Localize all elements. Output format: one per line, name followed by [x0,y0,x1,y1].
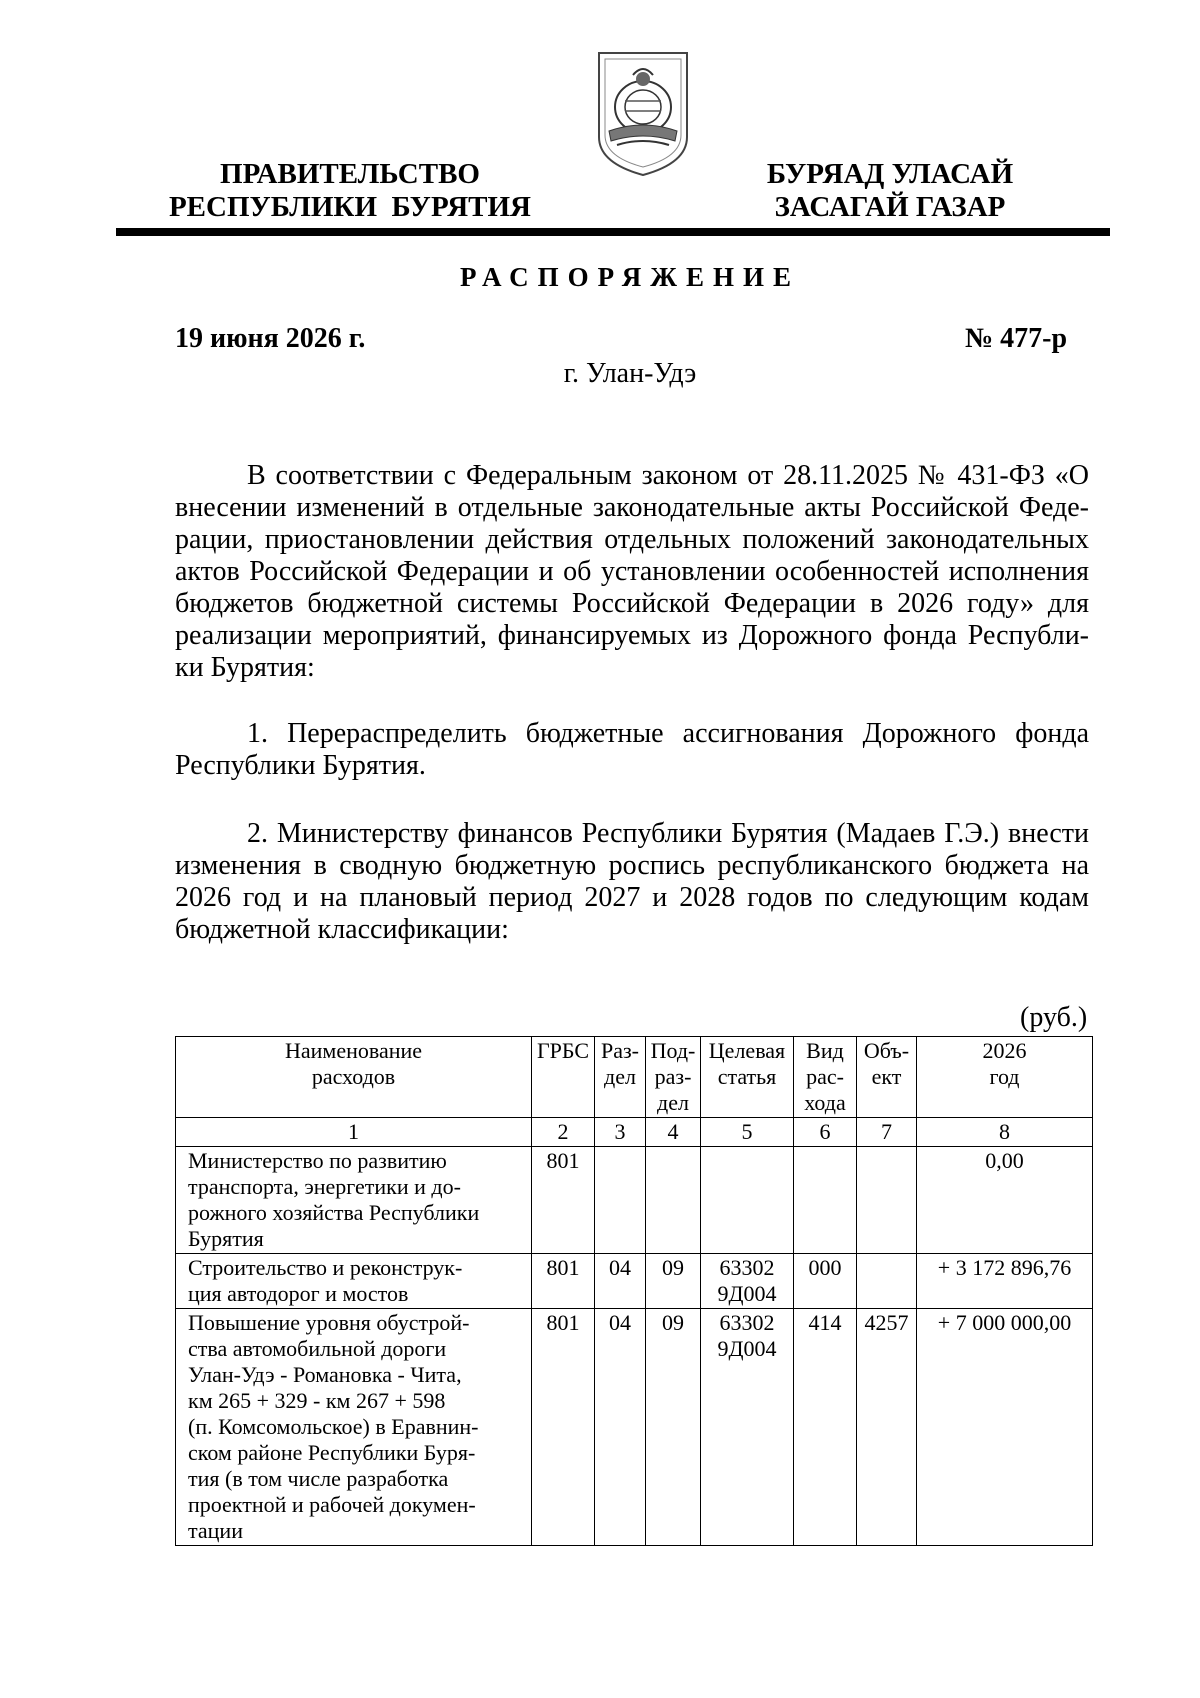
col-number: 6 [794,1118,857,1147]
row-vid [794,1147,857,1254]
paragraph-line: актов Российской Федерации и об установлении особенностей исполнения [175,556,1089,587]
table-row [176,1309,1093,1546]
header-left-line2: РЕСПУБЛИКИ БУРЯТИЯ [168,191,532,223]
row-razdel [595,1147,646,1254]
row-statya: 63302 9Д004 [701,1254,794,1309]
paragraph-item-1 [175,718,1089,782]
header-divider [116,228,1110,236]
coat-of-arms-emblem [595,45,691,177]
col-number: 4 [646,1118,701,1147]
table-header-row [176,1037,1093,1118]
paragraph-line: 2. Министерству финансов Республики Бурятия (Мадаев Г.Э.) внести [247,818,1089,849]
header-cell-obekt: Объ- ект [857,1037,917,1118]
row-grbs: 801 [532,1147,595,1254]
header-cell-vid: Вид рас- хода [794,1037,857,1118]
row-name: Повышение уровня обустрой- ства автомобильной дороги Улан-Удэ - Романовка - Чита, км 265 + 329 - км 267 + 598 (п. Комсомольское) в Еравнин- ском районе Республики Буря- тия (в том числе разработка проектной и рабочей докумен- тации [176,1309,532,1546]
header-cell-name: Наименование расходов [176,1037,532,1118]
header-left [160,158,540,224]
header-left-line1: ПРАВИТЕЛЬСТВО [220,158,480,190]
row-obekt [857,1147,917,1254]
header-cell-podrazdel: Под- раз- дел [646,1037,701,1118]
paragraph-line: внесении изменений в отдельные законодательные акты Российской Феде- [175,492,1089,523]
row-vid: 414 [794,1309,857,1546]
row-podrazdel [646,1147,701,1254]
header-cell-year: 2026 год [917,1037,1093,1118]
col-number: 7 [857,1118,917,1147]
header-cell-grbs: ГРБС [532,1037,595,1118]
col-number: 5 [701,1118,794,1147]
paragraph-line: В соответствии с Федеральным законом от 28.11.2025 № 431-ФЗ «О [247,460,1089,491]
paragraph-line: бюджетной классификации: [175,914,509,945]
header-cell-statya: Целевая статья [701,1037,794,1118]
paragraph-line: ки Бурятия: [175,652,315,683]
col-number: 2 [532,1118,595,1147]
document-date: 19 июня 2026 г. [175,323,366,354]
row-name: Министерство по развитию транспорта, энергетики и до- рожного хозяйства Республики Бурятия [176,1147,532,1254]
row-statya [701,1147,794,1254]
row-amount: 0,00 [917,1147,1093,1254]
header-right-line1: БУРЯАД УЛАСАЙ [766,158,1014,190]
header-right-line2: ЗАСАГАЙ ГАЗАР [774,191,1006,223]
header-cell-razdel: Раз- дел [595,1037,646,1118]
budget-table [175,1036,1093,1546]
row-obekt: 4257 [857,1309,917,1546]
row-razdel: 04 [595,1254,646,1309]
table-column-number-row [176,1118,1093,1147]
currency-unit-label: (руб.) [1020,1002,1088,1033]
header-right [760,158,1020,224]
paragraph-line: 1. Перераспределить бюджетные ассигнования Дорожного фонда [247,718,1089,749]
row-razdel: 04 [595,1309,646,1546]
paragraph-line: бюджетов бюджетной системы Российской Федерации в 2026 году» для [175,588,1089,619]
row-amount: + 7 000 000,00 [917,1309,1093,1546]
table-row [176,1147,1093,1254]
table-row [176,1254,1093,1309]
col-number: 8 [917,1118,1093,1147]
row-name: Строительство и реконструк- ция автодорог и мостов [176,1254,532,1309]
paragraph-line: реализации мероприятий, финансируемых из Дорожного фонда Республи- [175,620,1089,651]
row-statya: 63302 9Д004 [701,1309,794,1546]
paragraph-item-2 [175,818,1089,946]
col-number: 1 [176,1118,532,1147]
document-number: № 477-р [965,323,1068,354]
row-obekt [857,1254,917,1309]
paragraph-preamble [175,460,1089,684]
row-grbs: 801 [532,1254,595,1309]
col-number: 3 [595,1118,646,1147]
paragraph-line: изменения в сводную бюджетную роспись республиканского бюджета на [175,850,1089,881]
row-amount: + 3 172 896,76 [917,1254,1093,1309]
row-podrazdel: 09 [646,1309,701,1546]
row-grbs: 801 [532,1309,595,1546]
row-podrazdel: 09 [646,1254,701,1309]
document-title: РАСПОРЯЖЕНИЕ [459,262,801,292]
paragraph-line: 2026 год и на плановый период 2027 и 2028 годов по следующим кодам [175,882,1089,913]
paragraph-line: рации, приостановлении действия отдельных положений законодательных [175,524,1089,555]
paragraph-line: Республики Бурятия. [175,750,426,781]
row-vid: 000 [794,1254,857,1309]
document-city: г. Улан-Удэ [563,358,697,389]
